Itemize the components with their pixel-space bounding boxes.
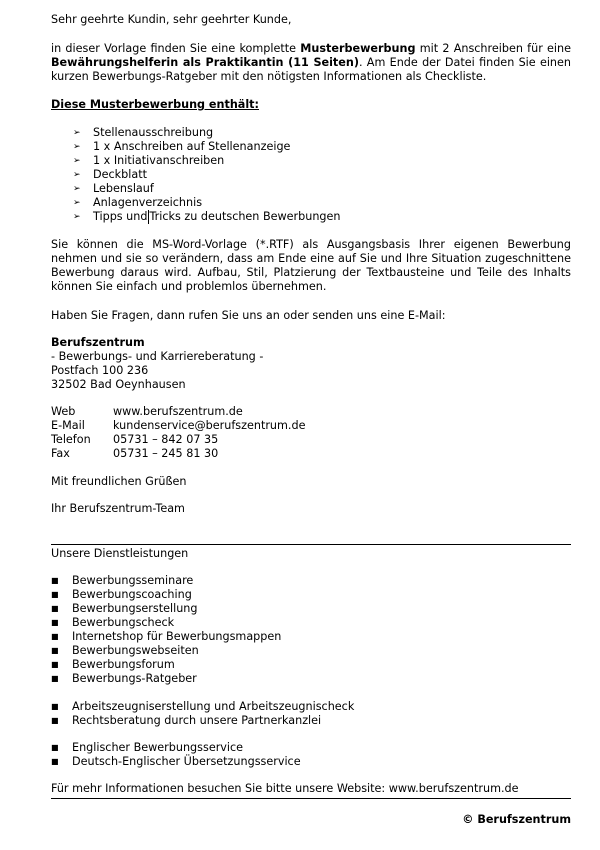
list-item: ➢ 1 x Anschreiben auf Stellenanzeige bbox=[73, 140, 291, 153]
list-item: ■ Bewerbungsseminare bbox=[51, 574, 194, 587]
square-bullet-icon: ■ bbox=[51, 743, 59, 752]
square-bullet-icon: ■ bbox=[51, 660, 59, 669]
arrow-bullet-icon: ➢ bbox=[73, 128, 81, 138]
intro-text-3: . Am Ende der Datei finden Sie einen kurzen Bewerbungs-Ratgeber mit den nötigsten Informationen als Checkliste. bbox=[51, 56, 571, 83]
email-link[interactable]: kundenservice@berufszentrum.de bbox=[113, 419, 306, 432]
arrow-bullet-icon: ➢ bbox=[73, 156, 81, 166]
list-item: ➢ Tipps und Tricks zu deutschen Bewerbungen bbox=[73, 210, 341, 223]
intro-text-2: mit 2 Anschreiben für eine bbox=[415, 42, 572, 55]
list-item: ➢ Stellenausschreibung bbox=[73, 126, 214, 139]
contents-heading: Diese Musterbewerbung enthält: bbox=[51, 98, 260, 111]
services-heading: Unsere Dienstleistungen bbox=[51, 547, 189, 560]
company-subtitle: - Bewerbungs- und Karriereberatung - bbox=[51, 350, 264, 363]
list-item: ➢ Anlagenverzeichnis bbox=[73, 196, 203, 209]
arrow-bullet-icon: ➢ bbox=[73, 184, 81, 194]
list-item: ➢ Lebenslauf bbox=[73, 182, 154, 195]
greeting: Sehr geehrte Kundin, sehr geehrter Kunde, bbox=[51, 13, 292, 26]
phone-number: 05731 – 842 07 35 bbox=[113, 433, 219, 446]
contact-row-web: Web www.berufszentrum.de bbox=[51, 405, 243, 418]
square-bullet-icon: ■ bbox=[51, 757, 59, 766]
company-city: 32502 Bad Oeynhausen bbox=[51, 378, 186, 391]
intro-bold-position: Bewährungshelferin als Praktikantin (11 Seiten) bbox=[51, 56, 359, 69]
contents-list bbox=[73, 126, 341, 224]
square-bullet-icon: ■ bbox=[51, 632, 59, 641]
usage-paragraph: Sie können die MS-Word-Vorlage (*.RTF) als Ausgangsbasis Ihrer eigenen Bewerbung nehmen und sie so verändern, dass am Ende eine auf Sie und Ihre Situation zugeschnittene Bewerbung daraus wird. Aufbau, Stil, Platzierung der Textbausteine und Teile des Inhalts können Sie einfach und problemlos übernehmen. bbox=[51, 238, 571, 293]
list-item: ■ Bewerbungscoaching bbox=[51, 588, 192, 601]
list-item: ■ Internetshop für Bewerbungsmappen bbox=[51, 630, 282, 643]
intro-bold-musterbewerbung: Musterbewerbung bbox=[300, 42, 416, 55]
list-item: ➢ 1 x Initiativanschreiben bbox=[73, 154, 225, 167]
arrow-bullet-icon: ➢ bbox=[73, 142, 81, 152]
list-item: ■ Rechtsberatung durch unsere Partnerkanzlei bbox=[51, 714, 322, 727]
services-list-2 bbox=[51, 700, 354, 728]
contact-row-fax: Fax 05731 – 245 81 30 bbox=[51, 447, 219, 460]
square-bullet-icon: ■ bbox=[51, 716, 59, 725]
company-address bbox=[51, 336, 263, 392]
list-item: ■ Bewerbungserstellung bbox=[51, 602, 198, 615]
list-item: ■ Deutsch-Englischer Übersetzungsservice bbox=[51, 755, 301, 768]
signature-team: Ihr Berufszentrum-Team bbox=[51, 502, 185, 515]
square-bullet-icon: ■ bbox=[51, 702, 59, 711]
list-item: ■ Bewerbungsforum bbox=[51, 658, 175, 671]
list-item: ■ Englischer Bewerbungsservice bbox=[51, 741, 244, 754]
divider bbox=[51, 544, 571, 545]
square-bullet-icon: ■ bbox=[51, 674, 59, 683]
company-postbox: Postfach 100 236 bbox=[51, 364, 149, 377]
list-item: ➢ Deckblatt bbox=[73, 168, 147, 181]
copyright: © Berufszentrum bbox=[462, 813, 571, 826]
contact-row-phone: Telefon 05731 – 842 07 35 bbox=[51, 433, 219, 446]
list-item: ■ Arbeitszeugniserstellung und Arbeitszeugnischeck bbox=[51, 700, 355, 713]
arrow-bullet-icon: ➢ bbox=[73, 170, 81, 180]
services-list-3 bbox=[51, 741, 301, 769]
square-bullet-icon: ■ bbox=[51, 576, 59, 585]
square-bullet-icon: ■ bbox=[51, 590, 59, 599]
services-list-1 bbox=[51, 574, 281, 686]
contact-row-email: E-Mail kundenservice@berufszentrum.de bbox=[51, 419, 306, 432]
intro-text-1: in dieser Vorlage finden Sie eine komplette bbox=[51, 42, 301, 55]
contact-prompt: Haben Sie Fragen, dann rufen Sie uns an oder senden uns eine E-Mail: bbox=[51, 309, 446, 322]
contact-table bbox=[51, 405, 305, 461]
list-item: ■ Bewerbungs-Ratgeber bbox=[51, 672, 197, 685]
footer-divider bbox=[51, 798, 571, 799]
arrow-bullet-icon: ➢ bbox=[73, 212, 81, 222]
list-item: ■ Bewerbungscheck bbox=[51, 616, 175, 629]
square-bullet-icon: ■ bbox=[51, 646, 59, 655]
square-bullet-icon: ■ bbox=[51, 604, 59, 613]
closing-regards: Mit freundlichen Grüßen bbox=[51, 475, 187, 488]
web-link[interactable]: www.berufszentrum.de bbox=[113, 405, 243, 418]
intro-paragraph bbox=[51, 42, 571, 84]
list-item: ■ Bewerbungswebseiten bbox=[51, 644, 199, 657]
more-info: Für mehr Informationen besuchen Sie bitte unsere Website: www.berufszentrum.de bbox=[51, 782, 519, 795]
arrow-bullet-icon: ➢ bbox=[73, 198, 81, 208]
square-bullet-icon: ■ bbox=[51, 618, 59, 627]
company-name: Berufszentrum bbox=[51, 336, 145, 349]
fax-number: 05731 – 245 81 30 bbox=[113, 447, 219, 460]
